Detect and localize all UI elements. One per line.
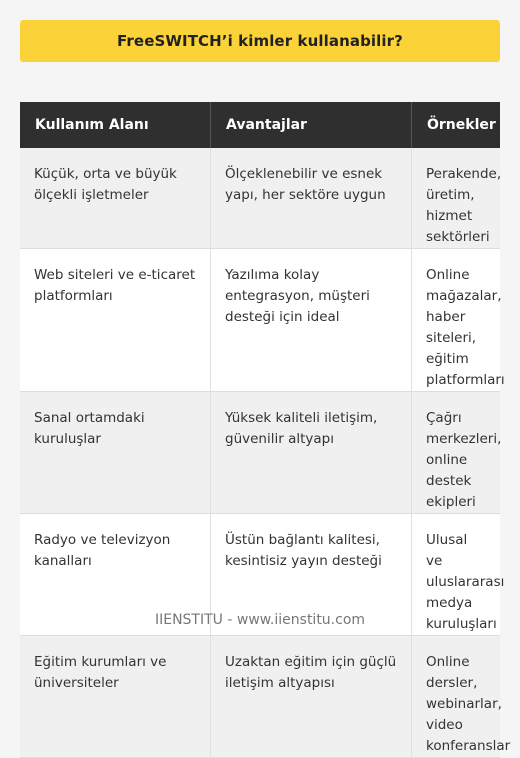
table-cell: Online mağazalar, haber siteleri, eğitim platformları (412, 249, 501, 392)
table-cell: Sanal ortamdaki kuruluşlar (20, 392, 211, 514)
table-cell: Radyo ve televizyon kanalları (20, 514, 211, 636)
column-header-advantages: Avantajlar (211, 102, 412, 148)
table-cell: Çağrı merkezleri, online destek ekipleri (412, 392, 501, 514)
table-cell: Uzaktan eğitim için güçlü iletişim altyapısı (211, 636, 412, 758)
table-header-row (20, 102, 500, 148)
table-cell: Perakende, üretim, hizmet sektörleri (412, 148, 501, 249)
footer-credit: IIENSTITU - www.iienstitu.com (154, 612, 366, 628)
table-cell: Yüksek kaliteli iletişim, güvenilir altyapı (211, 392, 412, 514)
table-row (20, 636, 500, 758)
table-row (20, 249, 500, 392)
table-cell: Online dersler, webinarlar, video konferanslar (412, 636, 501, 758)
page-title: FreeSWITCH’i kimler kullanabilir? (20, 20, 500, 62)
table-cell: Ölçeklenebilir ve esnek yapı, her sektöre uygun (211, 148, 412, 249)
table-cell: Yazılıma kolay entegrasyon, müşteri desteği için ideal (211, 249, 412, 392)
table-row (20, 392, 500, 514)
usage-table (20, 102, 511, 758)
table-row (20, 148, 500, 249)
table-cell: Web siteleri ve e-ticaret platformları (20, 249, 211, 392)
table-cell: Eğitim kurumları ve üniversiteler (20, 636, 211, 758)
table-cell: Ulusal ve uluslararası medya kuruluşları (412, 514, 501, 636)
column-header-examples: Örnekler (412, 102, 501, 148)
table-cell: Küçük, orta ve büyük ölçekli işletmeler (20, 148, 211, 249)
table-cell: Üstün bağlantı kalitesi, kesintisiz yayın desteği (211, 514, 412, 636)
column-header-usage: Kullanım Alanı (20, 102, 211, 148)
